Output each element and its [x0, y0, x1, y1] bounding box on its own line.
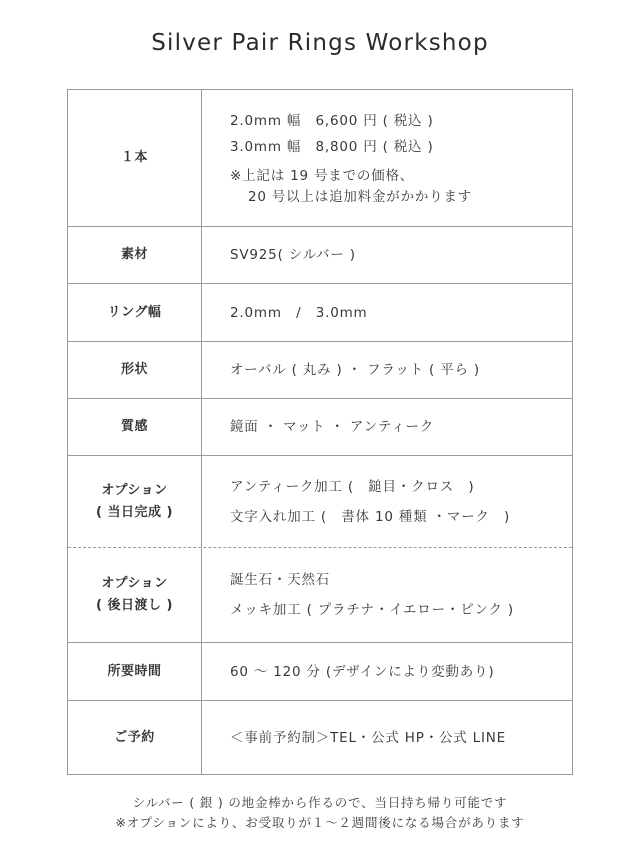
row-value-ring-width: [230, 284, 562, 341]
table-row-ring-width: [68, 284, 572, 342]
row-label-option-same-day: [68, 456, 201, 547]
texture-value: 鏡面 ・ マット ・ アンティーク: [230, 419, 435, 435]
row-label-price: １本: [120, 150, 148, 165]
material-value: SV925( シルバー ): [230, 247, 356, 263]
row-value-texture: [230, 399, 562, 455]
price-line-2mm: 2.0mm 幅 6,600 円 ( 税込 ): [230, 113, 434, 129]
option-same-day-label-line-2: ( 当日完成 ): [96, 504, 173, 520]
footer-notes: [0, 793, 640, 833]
row-value-material: [230, 227, 562, 283]
price-note-line-1: ※上記は 19 号までの価格、: [230, 168, 415, 184]
row-value-duration: [230, 643, 562, 700]
row-value-option-later: [230, 548, 562, 642]
row-label-reservation: ご予約: [114, 729, 155, 745]
option-later-label-line-2: ( 後日渡し ): [96, 598, 173, 613]
option-plating: メッキ加工 ( プラチナ・イエロー・ピンク ): [230, 602, 514, 618]
page-title: Silver Pair Rings Workshop: [151, 30, 489, 56]
ring-width-value: 2.0mm / 3.0mm: [230, 304, 368, 321]
column-divider: [201, 284, 202, 341]
option-later-label-line-1: オプション: [101, 576, 168, 591]
column-divider: [201, 342, 202, 398]
row-label-shape: 形状: [120, 362, 148, 377]
column-divider: [201, 456, 202, 547]
column-divider: [201, 701, 202, 774]
column-divider: [201, 643, 202, 700]
row-label-duration: 所要時間: [107, 663, 162, 679]
option-engraving: 文字入れ加工 ( 書体 10 種類 ・マーク ): [230, 508, 511, 525]
price-note: [230, 166, 562, 208]
table-row-material: [68, 227, 572, 284]
option-same-day-label-line-1: オプション: [101, 482, 168, 498]
reservation-value: ＜事前予約制＞TEL・公式 HP・公式 LINE: [230, 729, 507, 746]
table-row-texture: [68, 399, 572, 456]
shape-value: オーバル ( 丸み ) ・ フラット ( 平ら ): [230, 362, 480, 378]
table-row-option-same-day: [68, 456, 572, 548]
table-row-reservation: [68, 701, 572, 774]
duration-value: 60 〜 120 分 (デザインにより変動あり): [230, 663, 495, 680]
row-label-ring-width: リング幅: [107, 304, 162, 320]
row-value-option-same-day: [230, 456, 562, 547]
option-birthstone: 誕生石・天然石: [230, 572, 331, 588]
option-antique: アンティーク加工 ( 鎚目・クロス ): [230, 478, 475, 495]
column-divider: [201, 90, 202, 226]
footer-note-2: ※オプションにより、お受取りが１〜２週間後になる場合があります: [115, 815, 525, 830]
price-note-line-2: 20 号以上は追加料金がかかります: [248, 189, 473, 205]
info-table: [67, 89, 573, 775]
column-divider: [201, 227, 202, 283]
table-row-duration: [68, 643, 572, 701]
table-row-option-later: [68, 548, 572, 643]
row-label-material: 素材: [120, 247, 148, 262]
table-row-shape: [68, 342, 572, 399]
row-value-reservation: [230, 701, 562, 774]
row-value-shape: [230, 342, 562, 398]
row-label-texture: 質感: [120, 419, 148, 434]
footer-note-1: シルバー ( 銀 ) の地金棒から作るので、当日持ち帰り可能です: [132, 795, 508, 810]
column-divider: [201, 548, 202, 642]
row-value-price: [230, 90, 562, 226]
price-line-3mm: 3.0mm 幅 8,800 円 ( 税込 ): [230, 139, 434, 155]
column-divider: [201, 399, 202, 455]
table-row-price: [68, 90, 572, 227]
row-label-option-later: [68, 548, 201, 642]
